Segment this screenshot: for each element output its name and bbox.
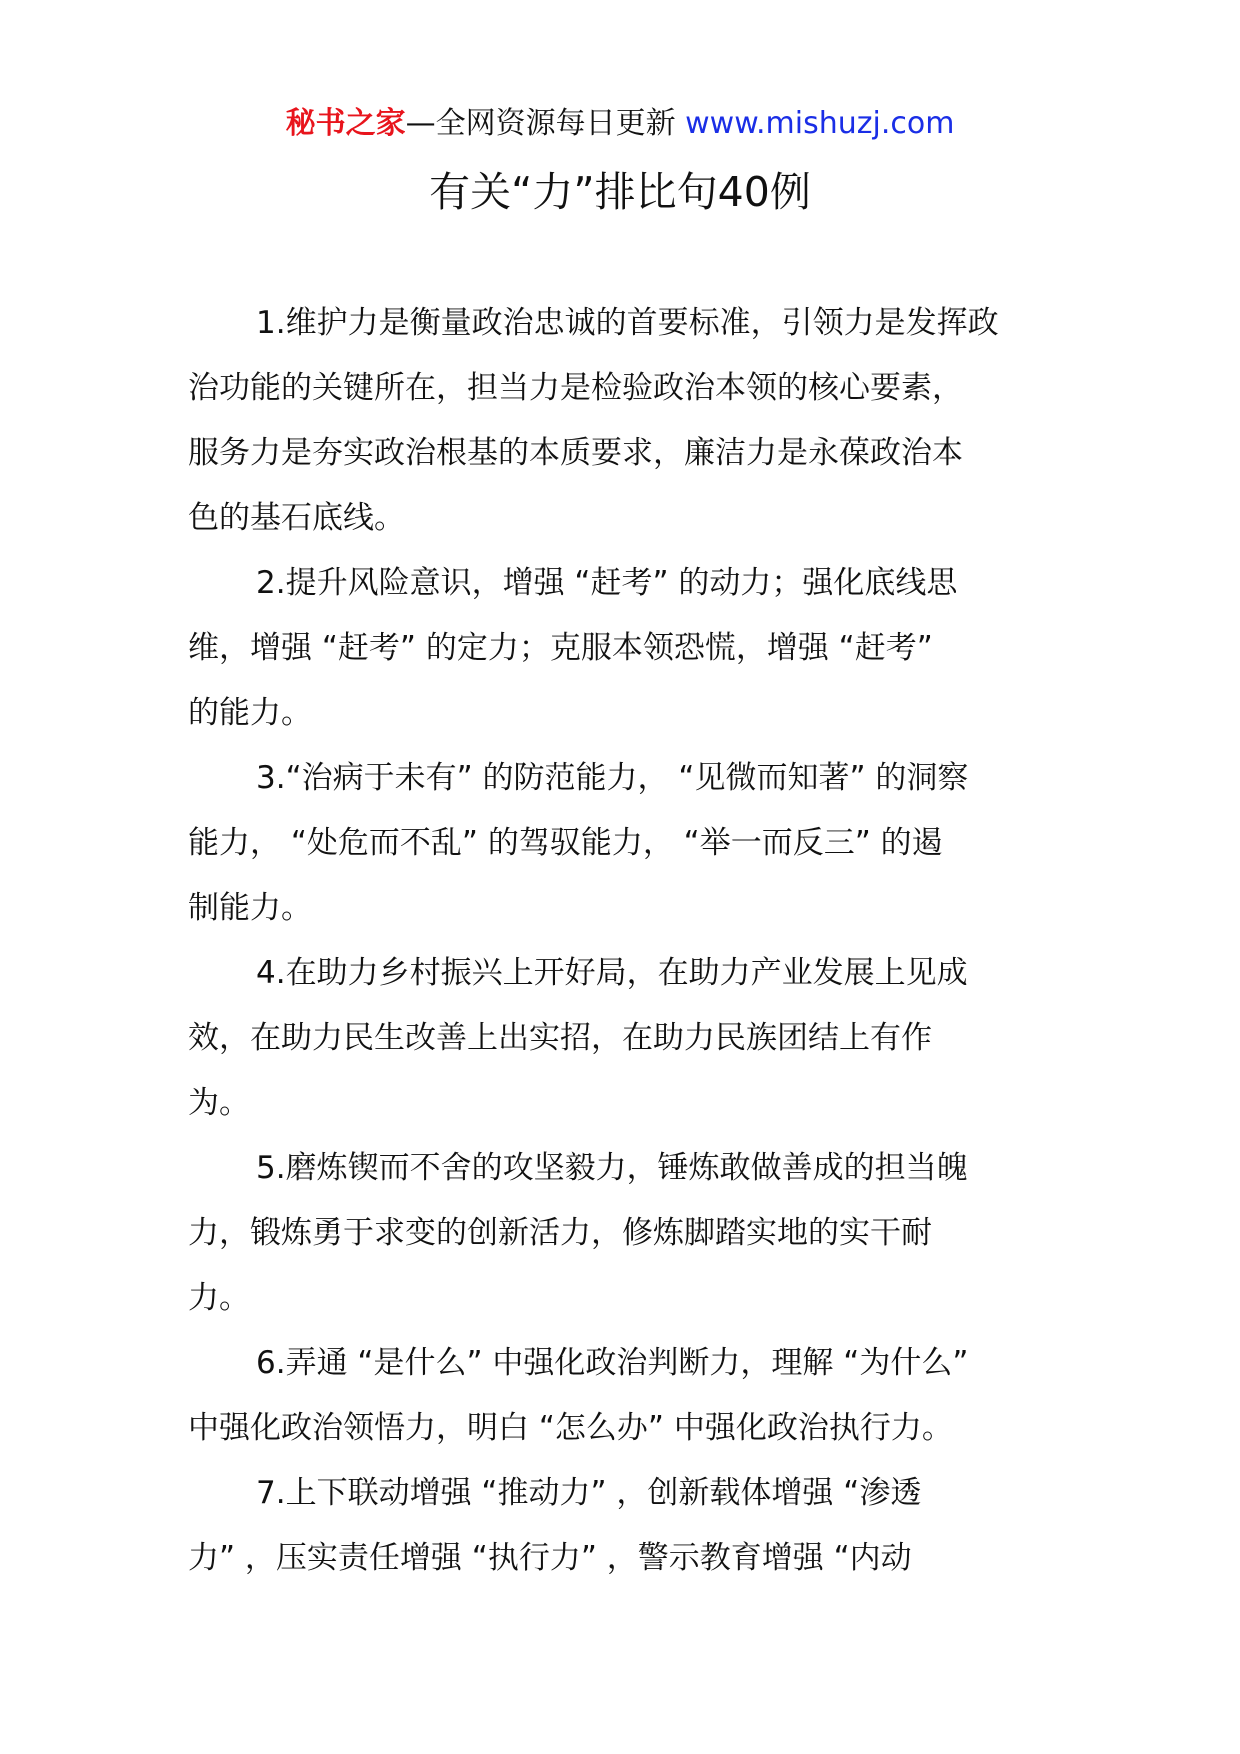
paragraph-line: 5.磨炼锲而不舍的攻坚毅力，锤炼敢做善成的担当魄 xyxy=(256,1150,968,1186)
paragraph-line: 7.上下联动增强 “推动力” ，创新载体增强 “渗透 xyxy=(256,1475,922,1511)
header-tagline: —全网资源每日更新 xyxy=(405,106,676,141)
paragraph-line: 2.提升风险意识，增强 “赶考” 的动力；强化底线思 xyxy=(256,565,958,601)
paragraph-line: 维，增强 “赶考” 的定力；克服本领恐慌，增强 “赶考” xyxy=(188,630,933,666)
paragraph-line: 3.“治病于未有” 的防范能力， “见微而知著” 的洞察 xyxy=(256,760,969,796)
paragraph-line: 效，在助力民生改善上出实招，在助力民族团结上有作 xyxy=(188,1020,932,1056)
document-title: 有关“力”排比句40例 xyxy=(429,168,811,216)
paragraph-2 xyxy=(188,551,1054,746)
paragraph-line: 中强化政治领悟力，明白 “怎么办” 中强化政治执行力。 xyxy=(188,1410,953,1446)
paragraph-line: 能力， “处危而不乱” 的驾驭能力， “举一而反三” 的遏 xyxy=(188,825,943,861)
paragraph-5 xyxy=(188,1136,1054,1331)
paragraph-line: 服务力是夯实政治根基的本质要求，廉洁力是永葆政治本 xyxy=(188,435,963,471)
paragraph-line: 1.维护力是衡量政治忠诚的首要标准，引领力是发挥政 xyxy=(256,305,999,341)
paragraph-line: 制能力。 xyxy=(188,890,312,926)
paragraph-line: 力，锻炼勇于求变的创新活力，修炼脚踏实地的实干耐 xyxy=(188,1215,932,1251)
paragraph-line: 为。 xyxy=(188,1085,250,1121)
paragraph-1 xyxy=(188,291,1054,551)
paragraph-line: 力。 xyxy=(188,1280,250,1316)
paragraph-3 xyxy=(188,746,1054,941)
paragraph-line: 色的基石底线。 xyxy=(188,500,405,536)
paragraph-line: 治功能的关键所在，担当力是检验政治本领的核心要素， xyxy=(188,370,963,406)
paragraph-4 xyxy=(188,941,1054,1136)
site-header xyxy=(0,102,1240,146)
paragraph-line: 力” ，压实责任增强 “执行力” ，警示教育增强 “内动 xyxy=(188,1540,912,1576)
paragraph-6 xyxy=(188,1331,1054,1461)
paragraph-7 xyxy=(188,1461,1054,1591)
site-url-link[interactable]: www.mishuzj.com xyxy=(685,106,955,141)
paragraph-line: 6.弄通 “是什么” 中强化政治判断力，理解 “为什么” xyxy=(256,1345,969,1381)
document-body xyxy=(188,291,1054,1591)
paragraph-line: 4.在助力乡村振兴上开好局，在助力产业发展上见成 xyxy=(256,955,968,991)
brand-name: 秘书之家 xyxy=(285,106,406,141)
paragraph-line: 的能力。 xyxy=(188,695,312,731)
